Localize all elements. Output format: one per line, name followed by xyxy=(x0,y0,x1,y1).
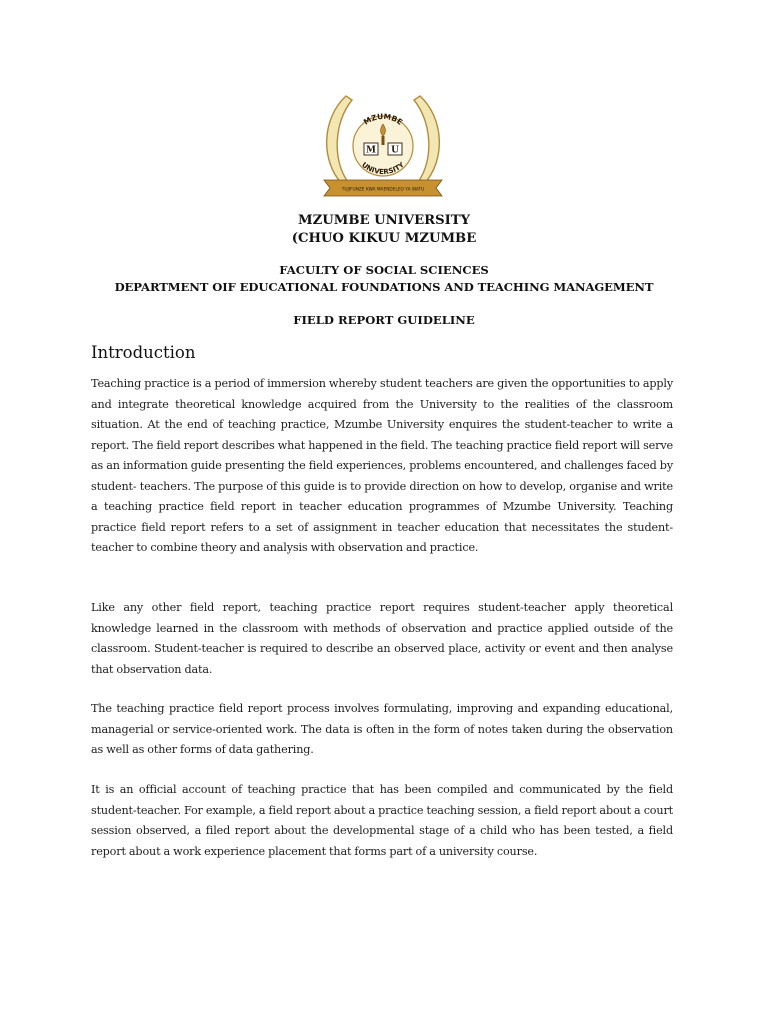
section-heading: Introduction xyxy=(91,343,196,362)
paragraph: It is an official account of teaching practice that has been compiled and communicated by the field student-teacher. For example, a field report about a practice teaching session, a field report about a court session observed, a filed report about the developmental stage of a child who has been tested, a field report about a work experience placement that forms part of a university course. xyxy=(91,783,673,858)
department-name: DEPARTMENT OIF EDUCATIONAL FOUNDATIONS AND TEACHING MANAGEMENT xyxy=(114,280,654,294)
crest-bottom-text: UNIVERSITY xyxy=(360,160,406,177)
paragraph: The teaching practice field report process involves formulating, improving and expanding educational, managerial or service-oriented work. The data is often in the form of notes taken during the observation as well as other forms of data gathering. xyxy=(91,702,673,756)
university-name-swahili: (CHUO KIKUU MZUMBE xyxy=(291,231,477,246)
university-name: MZUMBE UNIVERSITY xyxy=(298,213,470,228)
right-tusk-icon xyxy=(414,96,439,184)
crest-arc-text: MZUMBE xyxy=(361,111,405,127)
crest-initial-right: U xyxy=(391,145,399,156)
paragraph: Teaching practice is a period of immersion whereby student teachers are given the opportunities to apply and integrate theoretical knowledge acquired from the University to the realities of the classroom situation. At the end of teaching practice, Mzumbe University enquires the student-teacher to write a report. The field report describes what happened in the field. The teaching practice field report will serve as an information guide presenting the field experiences, problems encountered, and challenges faced by student- teachers. The purpose of this guide is to provide direction on how to develop, organise and write a teaching practice field report in teacher education programmes of Mzumbe University. Teaching practice field report refers to a set of assignment in teacher education that necessitates the student-teacher to combine theory and analysis with observation and practice. xyxy=(91,377,673,554)
paragraph: Like any other field report, teaching practice report requires student-teacher apply theoretical knowledge learned in the classroom with methods of observation and practice applied outside of the classroom. Student-teacher is required to describe an observed place, activity or event and then analyse that observation data. xyxy=(91,601,673,676)
crest-motto: TUJIFUNZE KWA MAENDELEO YA WATU xyxy=(341,187,425,193)
university-crest-logo xyxy=(316,88,450,204)
crest-initial-left: M xyxy=(366,145,376,156)
faculty-name: FACULTY OF SOCIAL SCIENCES xyxy=(279,263,489,277)
left-tusk-icon xyxy=(327,96,352,184)
document-title: FIELD REPORT GUIDELINE xyxy=(293,313,475,327)
